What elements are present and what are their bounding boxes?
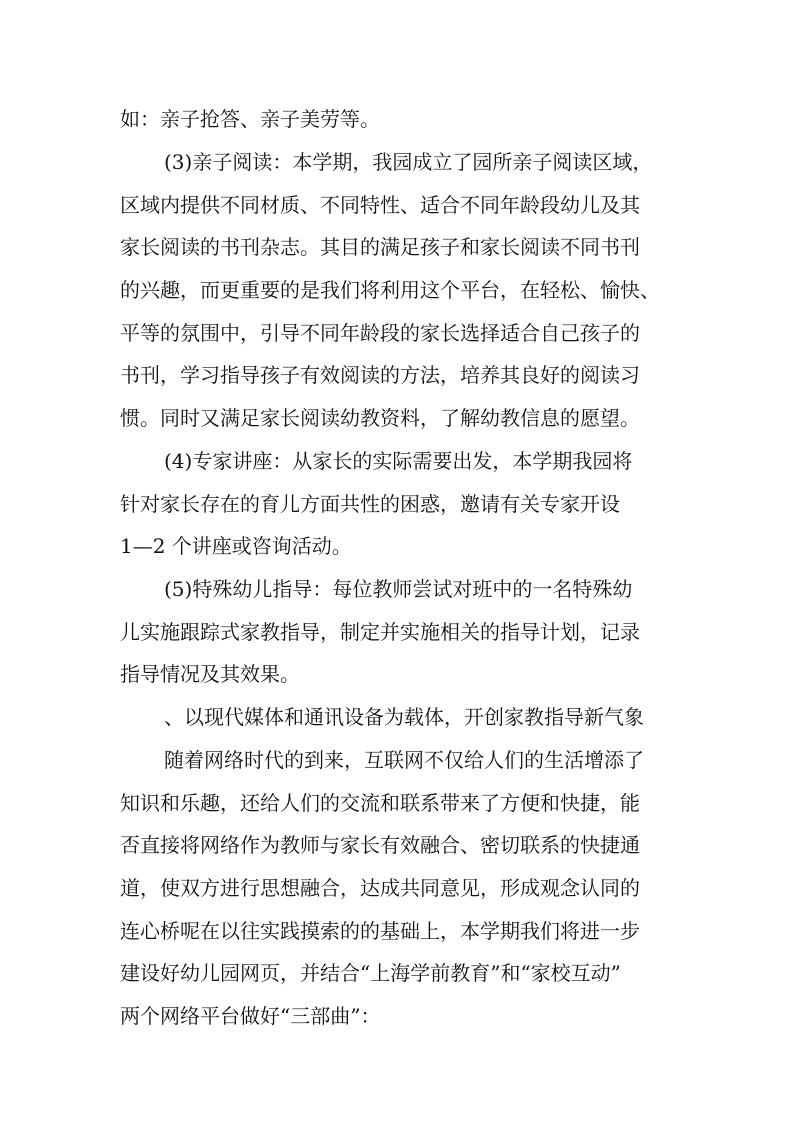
text-line-13: 儿实施跟踪式家教指导，制定并实施相关的指导计划，记录	[120, 620, 640, 644]
text-line-3: 区域内提供不同材质、不同特性、适合不同年龄段幼儿及其	[120, 193, 640, 217]
text-line-17: 知识和乐趣，还给人们的交流和联系带来了方便和快捷，能	[120, 791, 640, 815]
text-line-10: 针对家长存在的育儿方面共性的困惑，邀请有关专家开设	[120, 492, 620, 516]
text-line-19: 道，使双方进行思想融合，达成共同意见，形成观念认同的	[120, 876, 640, 900]
text-line-5: 的兴趣，而更重要的是我们将利用这个平台，在轻松、愉快、	[120, 278, 660, 302]
text-line-16: 随着网络时代的到来，互联网不仅给人们的生活增添了	[164, 748, 644, 772]
text-line-11: 1—2 个讲座或咨询活动。	[120, 534, 352, 558]
text-line-14: 指导情况及其效果。	[120, 662, 300, 686]
text-line-9: (4)专家讲座：从家长的实际需要出发，本学期我园将	[164, 449, 633, 473]
text-line-20: 连心桥呢在以往实践摸索的的基础上，本学期我们将进一步	[120, 919, 640, 943]
text-line-18: 否直接将网络作为教师与家长有效融合、密切联系的快捷通	[120, 833, 640, 857]
text-line-2: (3)亲子阅读：本学期，我园成立了园所亲子阅读区域，	[164, 150, 653, 174]
text-line-4: 家长阅读的书刊杂志。其目的满足孩子和家长阅读不同书刊	[120, 235, 640, 259]
text-line-1: 如：亲子抢答、亲子美劳等。	[120, 107, 380, 131]
text-line-21: 建设好幼儿园网页，并结合“上海学前教育”和“家校互动”	[120, 961, 621, 985]
text-line-7: 书刊，学习指导孩子有效阅读的方法，培养其良好的阅读习	[120, 363, 640, 387]
text-line-15: 、以现代媒体和通讯设备为载体，开创家教指导新气象	[164, 705, 644, 729]
text-line-12: (5)特殊幼儿指导：每位教师尝试对班中的一名特殊幼	[164, 577, 633, 601]
text-line-6: 平等的氛围中，引导不同年龄段的家长选择适合自己孩子的	[120, 321, 640, 345]
text-line-22: 两个网络平台做好“三部曲”：	[120, 1004, 381, 1028]
text-line-8: 惯。同时又满足家长阅读幼教资料，了解幼教信息的愿望。	[120, 406, 640, 430]
